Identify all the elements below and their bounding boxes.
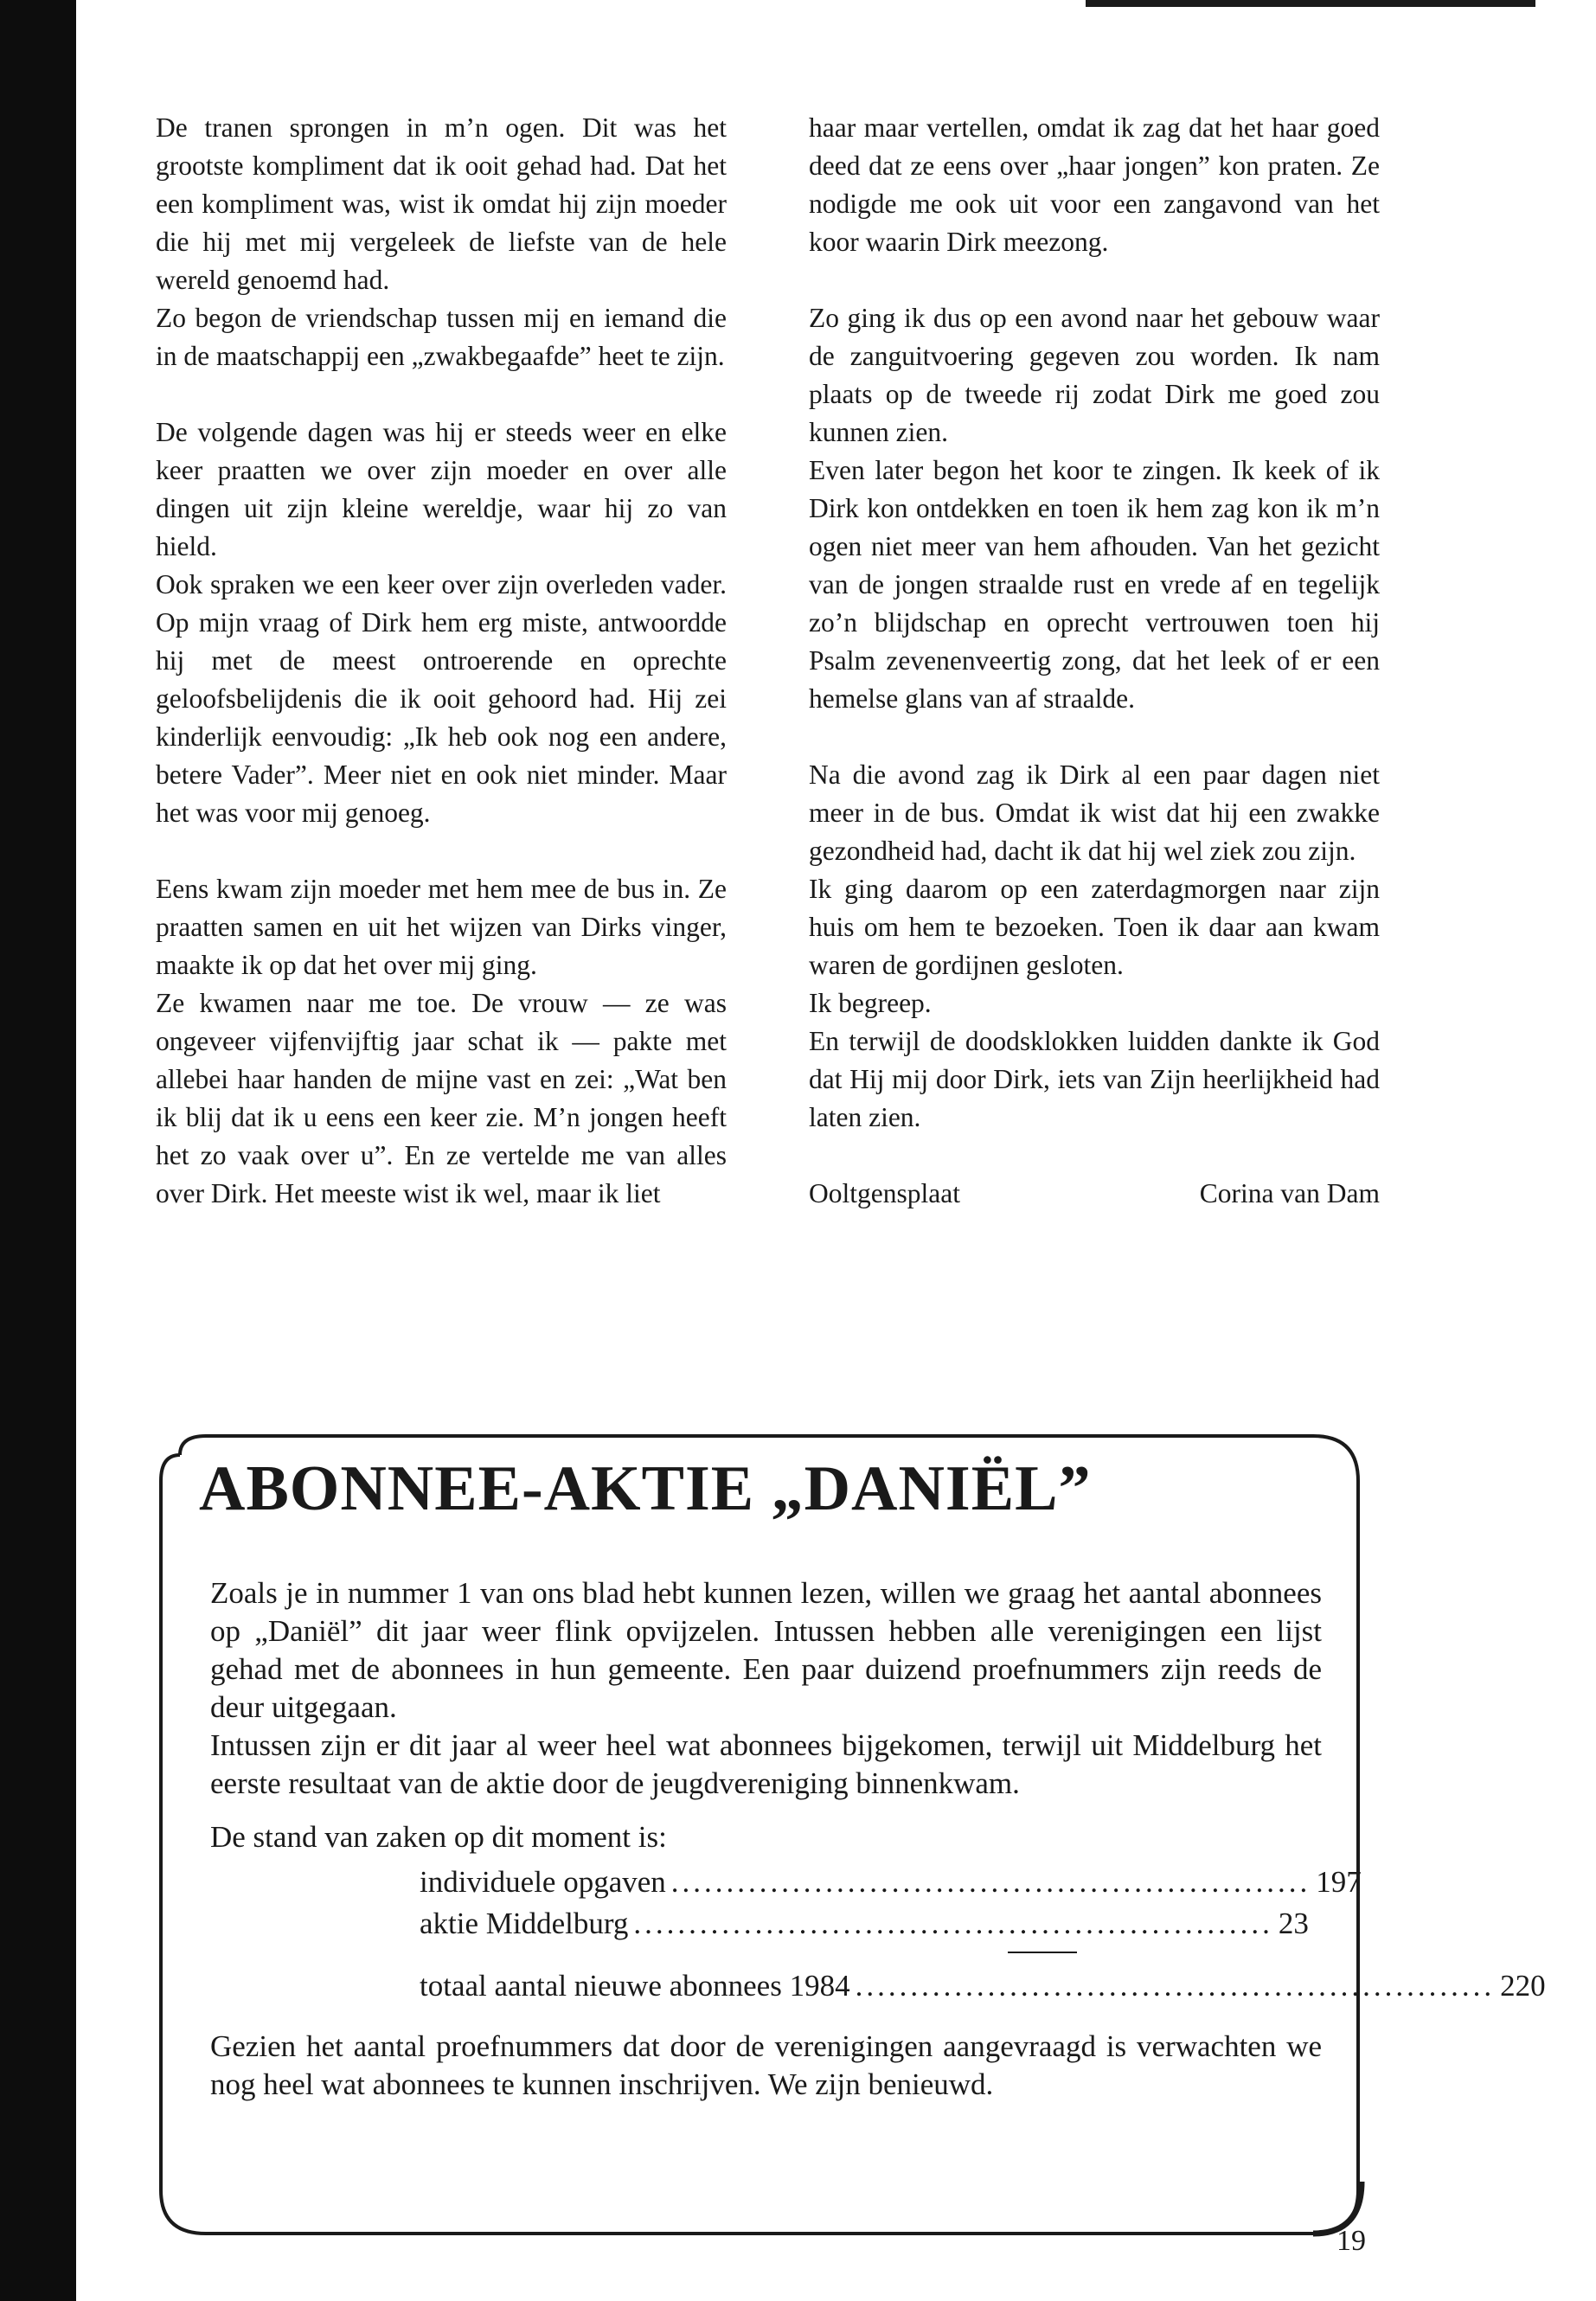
paragraph: En terwijl de doodsklokken luidden dankte ik God dat Hij mij door Dirk, iets van Zijn heerlijkheid had laten zien.	[809, 1026, 1380, 1132]
right-column	[809, 109, 1380, 1213]
sum-rule	[1008, 1952, 1077, 1953]
tally-value: 23	[1278, 1907, 1309, 1940]
tally-total-label: totaal aantal nieuwe abonnees 1984	[420, 1969, 850, 2003]
leader-dots: ..........................................................	[633, 1907, 1273, 1940]
leader-dots: ..........................................................	[670, 1865, 1311, 1899]
paragraph: De volgende dagen was hij er steeds weer en elke keer praatten we over zijn moeder en over alle dingen uit zijn kleine wereldje, waar hij zo van hield.	[156, 417, 727, 561]
subscription-box	[154, 1429, 1546, 2242]
signature-place: Ooltgensplaat	[809, 1178, 960, 1208]
box-body	[210, 1574, 1546, 2104]
tally-row	[420, 1862, 1362, 1903]
paragraph: Zo begon de vriendschap tussen mij en iemand die in de maatschappij een „zwakbegaafde” heet te zijn.	[156, 303, 727, 371]
paragraph: Na die avond zag ik Dirk al een paar dagen niet meer in de bus. Omdat ik wist dat hij een zwakke gezondheid had, dacht ik dat hij wel ziek zou zijn.	[809, 760, 1380, 866]
paragraph: Ik ging daarom op een zaterdagmorgen naar zijn huis om hem te bezoeken. Toen ik daar aan kwam waren de gordijnen gesloten.	[809, 874, 1380, 980]
tally-table	[420, 1862, 1546, 2007]
paragraph: Even later begon het koor te zingen. Ik keek of ik Dirk kon ontdekken en toen ik hem zag kon ik m’n ogen niet meer van hem afhouden. Van het gezicht van de jongen straalde rust en vrede af en tegelijk zo’n blijdschap en oprecht vertrouwen toen hij Psalm zevenenveertig zong, dat het leek of er een hemelse glans van af straalde.	[809, 455, 1380, 714]
paragraph: Ik begreep.	[809, 988, 932, 1018]
tally-label: individuele opgaven	[420, 1865, 666, 1899]
signature	[809, 1175, 1380, 1213]
tally-label: aktie Middelburg	[420, 1907, 629, 1940]
binding-edge	[0, 0, 76, 2301]
paragraph: Ook spraken we een keer over zijn overleden vader. Op mijn vraag of Dirk hem erg miste, antwoordde hij met de meest ontroerende en oprechte geloofsbelijdenis die ik ooit gehoord had. Hij zei kinderlijk eenvoudig: „Ik heb ook nog een andere, betere Vader”. Meer niet en ook niet minder. Maar het was voor mij genoeg.	[156, 569, 727, 828]
tally-total-value: 220	[1500, 1969, 1546, 2003]
paragraph: De tranen sprongen in m’n ogen. Dit was het grootste kompliment dat ik ooit gehad had. Dat het een kompliment was, wist ik omdat hij zijn moeder die hij met mij vergeleek de liefste van de hele wereld genoemd had.	[156, 112, 727, 295]
tally-total-row	[420, 1965, 1546, 2007]
paragraph: Zo ging ik dus op een avond naar het gebouw waar de zanguitvoering gegeven zou worden. Ik nam plaats op de tweede rij zodat Dirk me goed zou kunnen zien.	[809, 303, 1380, 447]
stand-intro: De stand van zaken op dit moment is:	[210, 1820, 667, 1854]
box-closing: Gezien het aantal proefnummers dat door de verenigingen aangevraagd is verwachten we nog heel wat abonnees te kunnen inschrijven. We zijn benieuwd.	[210, 2029, 1322, 2101]
top-rule	[1086, 0, 1535, 7]
paragraph: Eens kwam zijn moeder met hem mee de bus in. Ze praatten samen en uit het wijzen van Dirks vinger, maakte ik op dat het over mij ging.	[156, 874, 727, 980]
box-paragraph: Zoals je in nummer 1 van ons blad hebt kunnen lezen, willen we graag het aantal abonnees op „Daniël” dit jaar weer flink opvijzelen. Intussen hebben alle verenigingen een lijst gehad met de abonnees in hun gemeente. Een paar duizend proefnummers zijn reeds de deur uitgegaan.	[210, 1576, 1322, 1724]
page-number: 19	[1336, 2225, 1366, 2257]
leader-dots: ..........................................................	[855, 1969, 1496, 2003]
signature-author: Corina van Dam	[1199, 1178, 1380, 1208]
tally-row	[420, 1903, 1309, 1945]
paragraph: Ze kwamen naar me toe. De vrouw — ze was ongeveer vijfenvijftig jaar schat ik — pakte met allebei haar handen de mijne vast en zei: „Wat ben ik blij dat ik u eens een keer zie. M’n jongen heeft het zo vaak over u”. En ze vertelde me van alles over Dirk. Het meeste wist ik wel, maar ik liet	[156, 988, 727, 1208]
paragraph: haar maar vertellen, omdat ik zag dat het haar goed deed dat ze eens over „haar jongen” kon praten. Ze nodigde me ook uit voor een zangavond van het koor waarin Dirk meezong.	[809, 112, 1380, 257]
left-column	[156, 109, 727, 1213]
box-title: ABONNEE-AKTIE „DANIËL”	[199, 1453, 1092, 1524]
box-paragraph: Intussen zijn er dit jaar al weer heel wat abonnees bijgekomen, terwijl uit Middelburg het eerste resultaat van de aktie door de jeugdvereniging binnenkwam.	[210, 1728, 1322, 1800]
tally-value: 197	[1316, 1865, 1362, 1899]
